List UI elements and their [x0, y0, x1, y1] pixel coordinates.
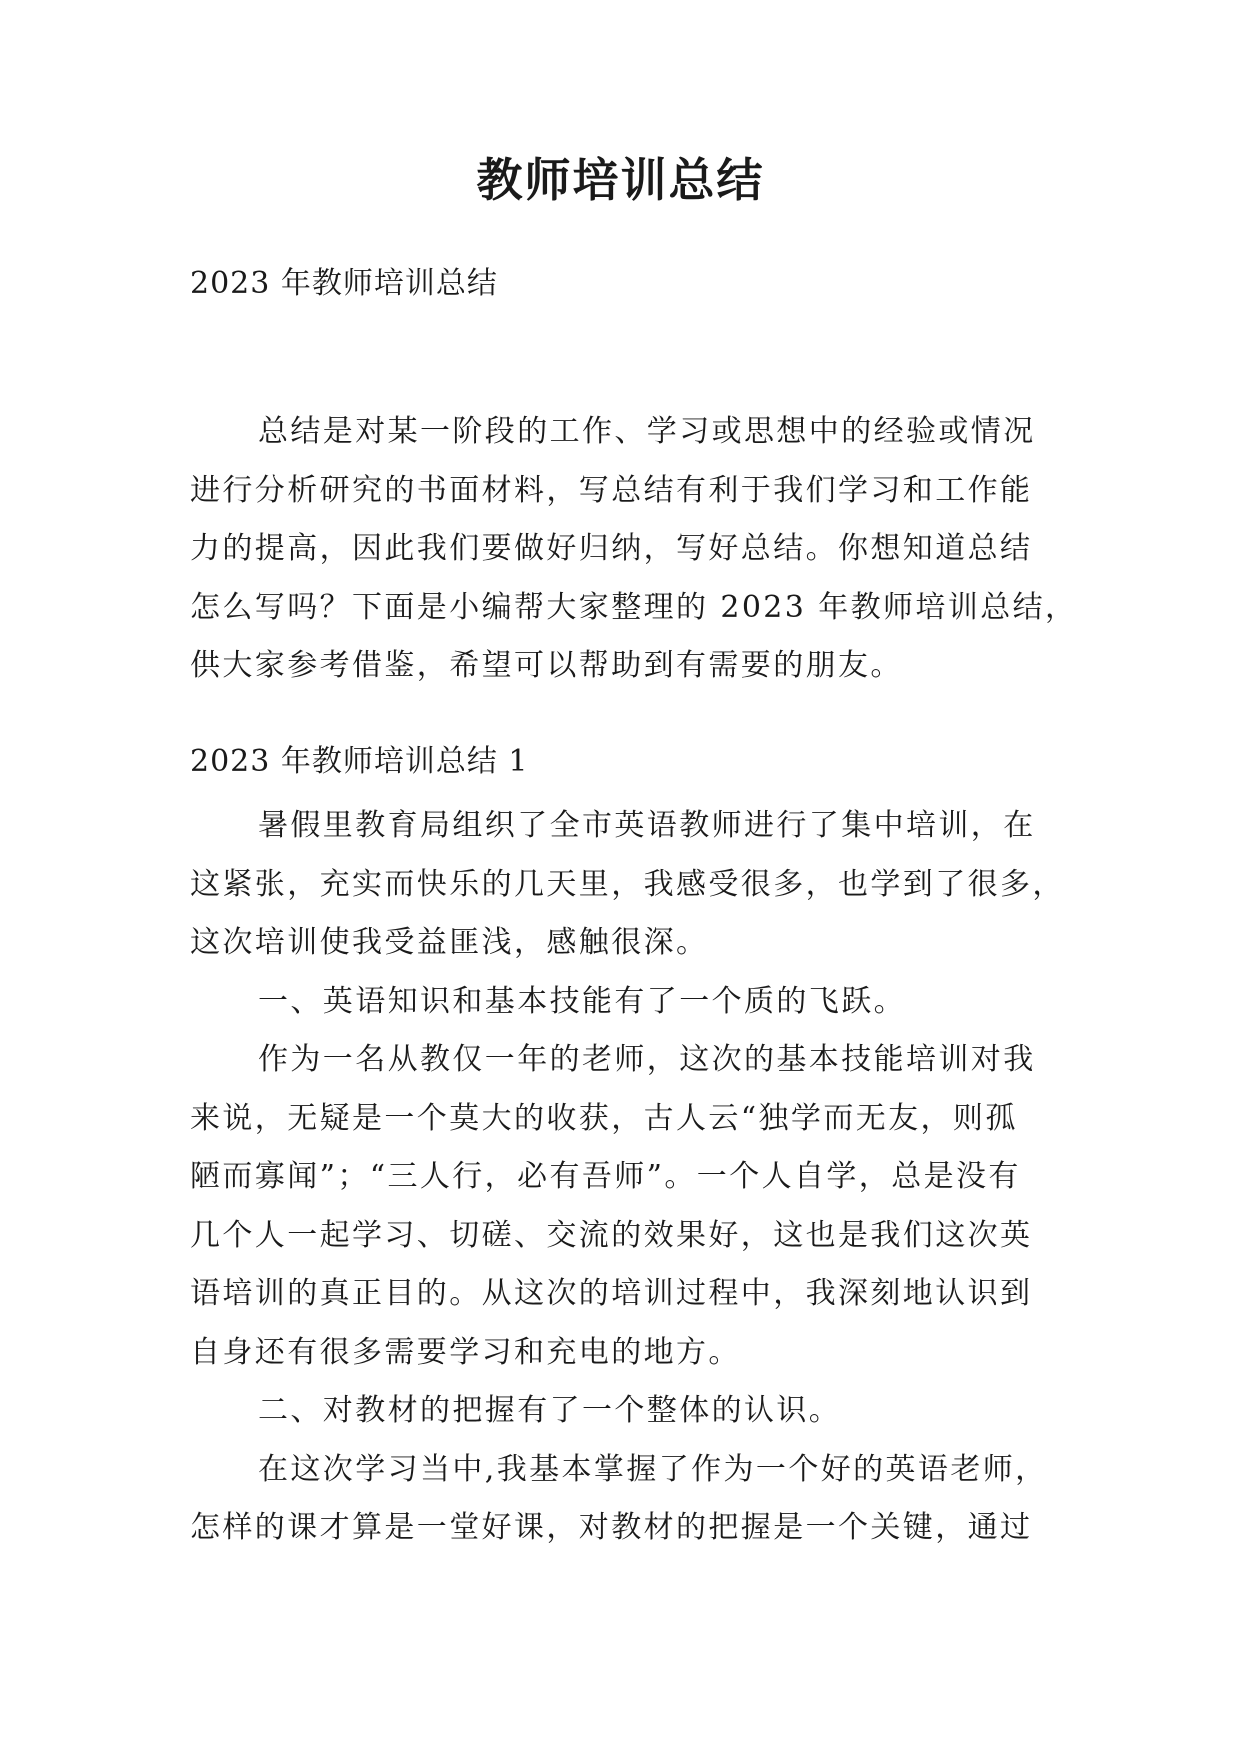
body-line: 陋而寡闻”；“三人行，必有吾师”。一个人自学，总是没有 [190, 1159, 1021, 1194]
body-line: 在这次学习当中,我基本掌握了作为一个好的英语老师， [258, 1451, 1048, 1487]
intro-line: 进行分析研究的书面材料，写总结有利于我们学习和工作能 [190, 472, 1033, 508]
body-line: 这次培训使我受益匪浅，感触很深。 [190, 925, 709, 960]
body-line: 怎样的课才算是一堂好课，对教材的把握是一个关键，通过 [190, 1510, 1033, 1545]
document-subtitle: 2023 年教师培训总结 [190, 266, 498, 301]
intro-line: 怎么写吗？下面是小编帮大家整理的 2023 年教师培训总结， [190, 589, 1078, 625]
section-heading: 2023 年教师培训总结 1 [190, 744, 529, 779]
intro-line: 力的提高，因此我们要做好归纳，写好总结。你想知道总结 [190, 531, 1033, 566]
intro-paragraph [190, 403, 1078, 696]
body-line: 这紧张，充实而快乐的几天里，我感受很多，也学到了很多， [190, 866, 1065, 902]
body-line: 几个人一起学习、切磋、交流的效果好，这也是我们这次英 [190, 1217, 1033, 1253]
body-line: 二、对教材的把握有了一个整体的认识。 [258, 1393, 842, 1428]
section-body [190, 797, 1065, 1558]
body-line: 来说，无疑是一个莫大的收获，古人云“独学而无友，则孤 [190, 1100, 1018, 1136]
body-line: 语培训的真正目的。从这次的培训过程中，我深刻地认识到 [190, 1276, 1033, 1311]
body-line: 作为一名从教仅一年的老师，这次的基本技能培训对我 [258, 1042, 1036, 1077]
intro-line: 供大家参考借鉴，希望可以帮助到有需要的朋友。 [190, 648, 903, 683]
body-line: 一、英语知识和基本技能有了一个质的飞跃。 [258, 983, 906, 1019]
body-line: 暑假里教育局组织了全市英语教师进行了集中培训，在 [258, 808, 1036, 843]
intro-line: 总结是对某一阶段的工作、学习或思想中的经验或情况 [258, 414, 1036, 449]
body-line: 自身还有很多需要学习和充电的地方。 [190, 1334, 741, 1370]
document-title: 教师培训总结 [476, 153, 765, 207]
